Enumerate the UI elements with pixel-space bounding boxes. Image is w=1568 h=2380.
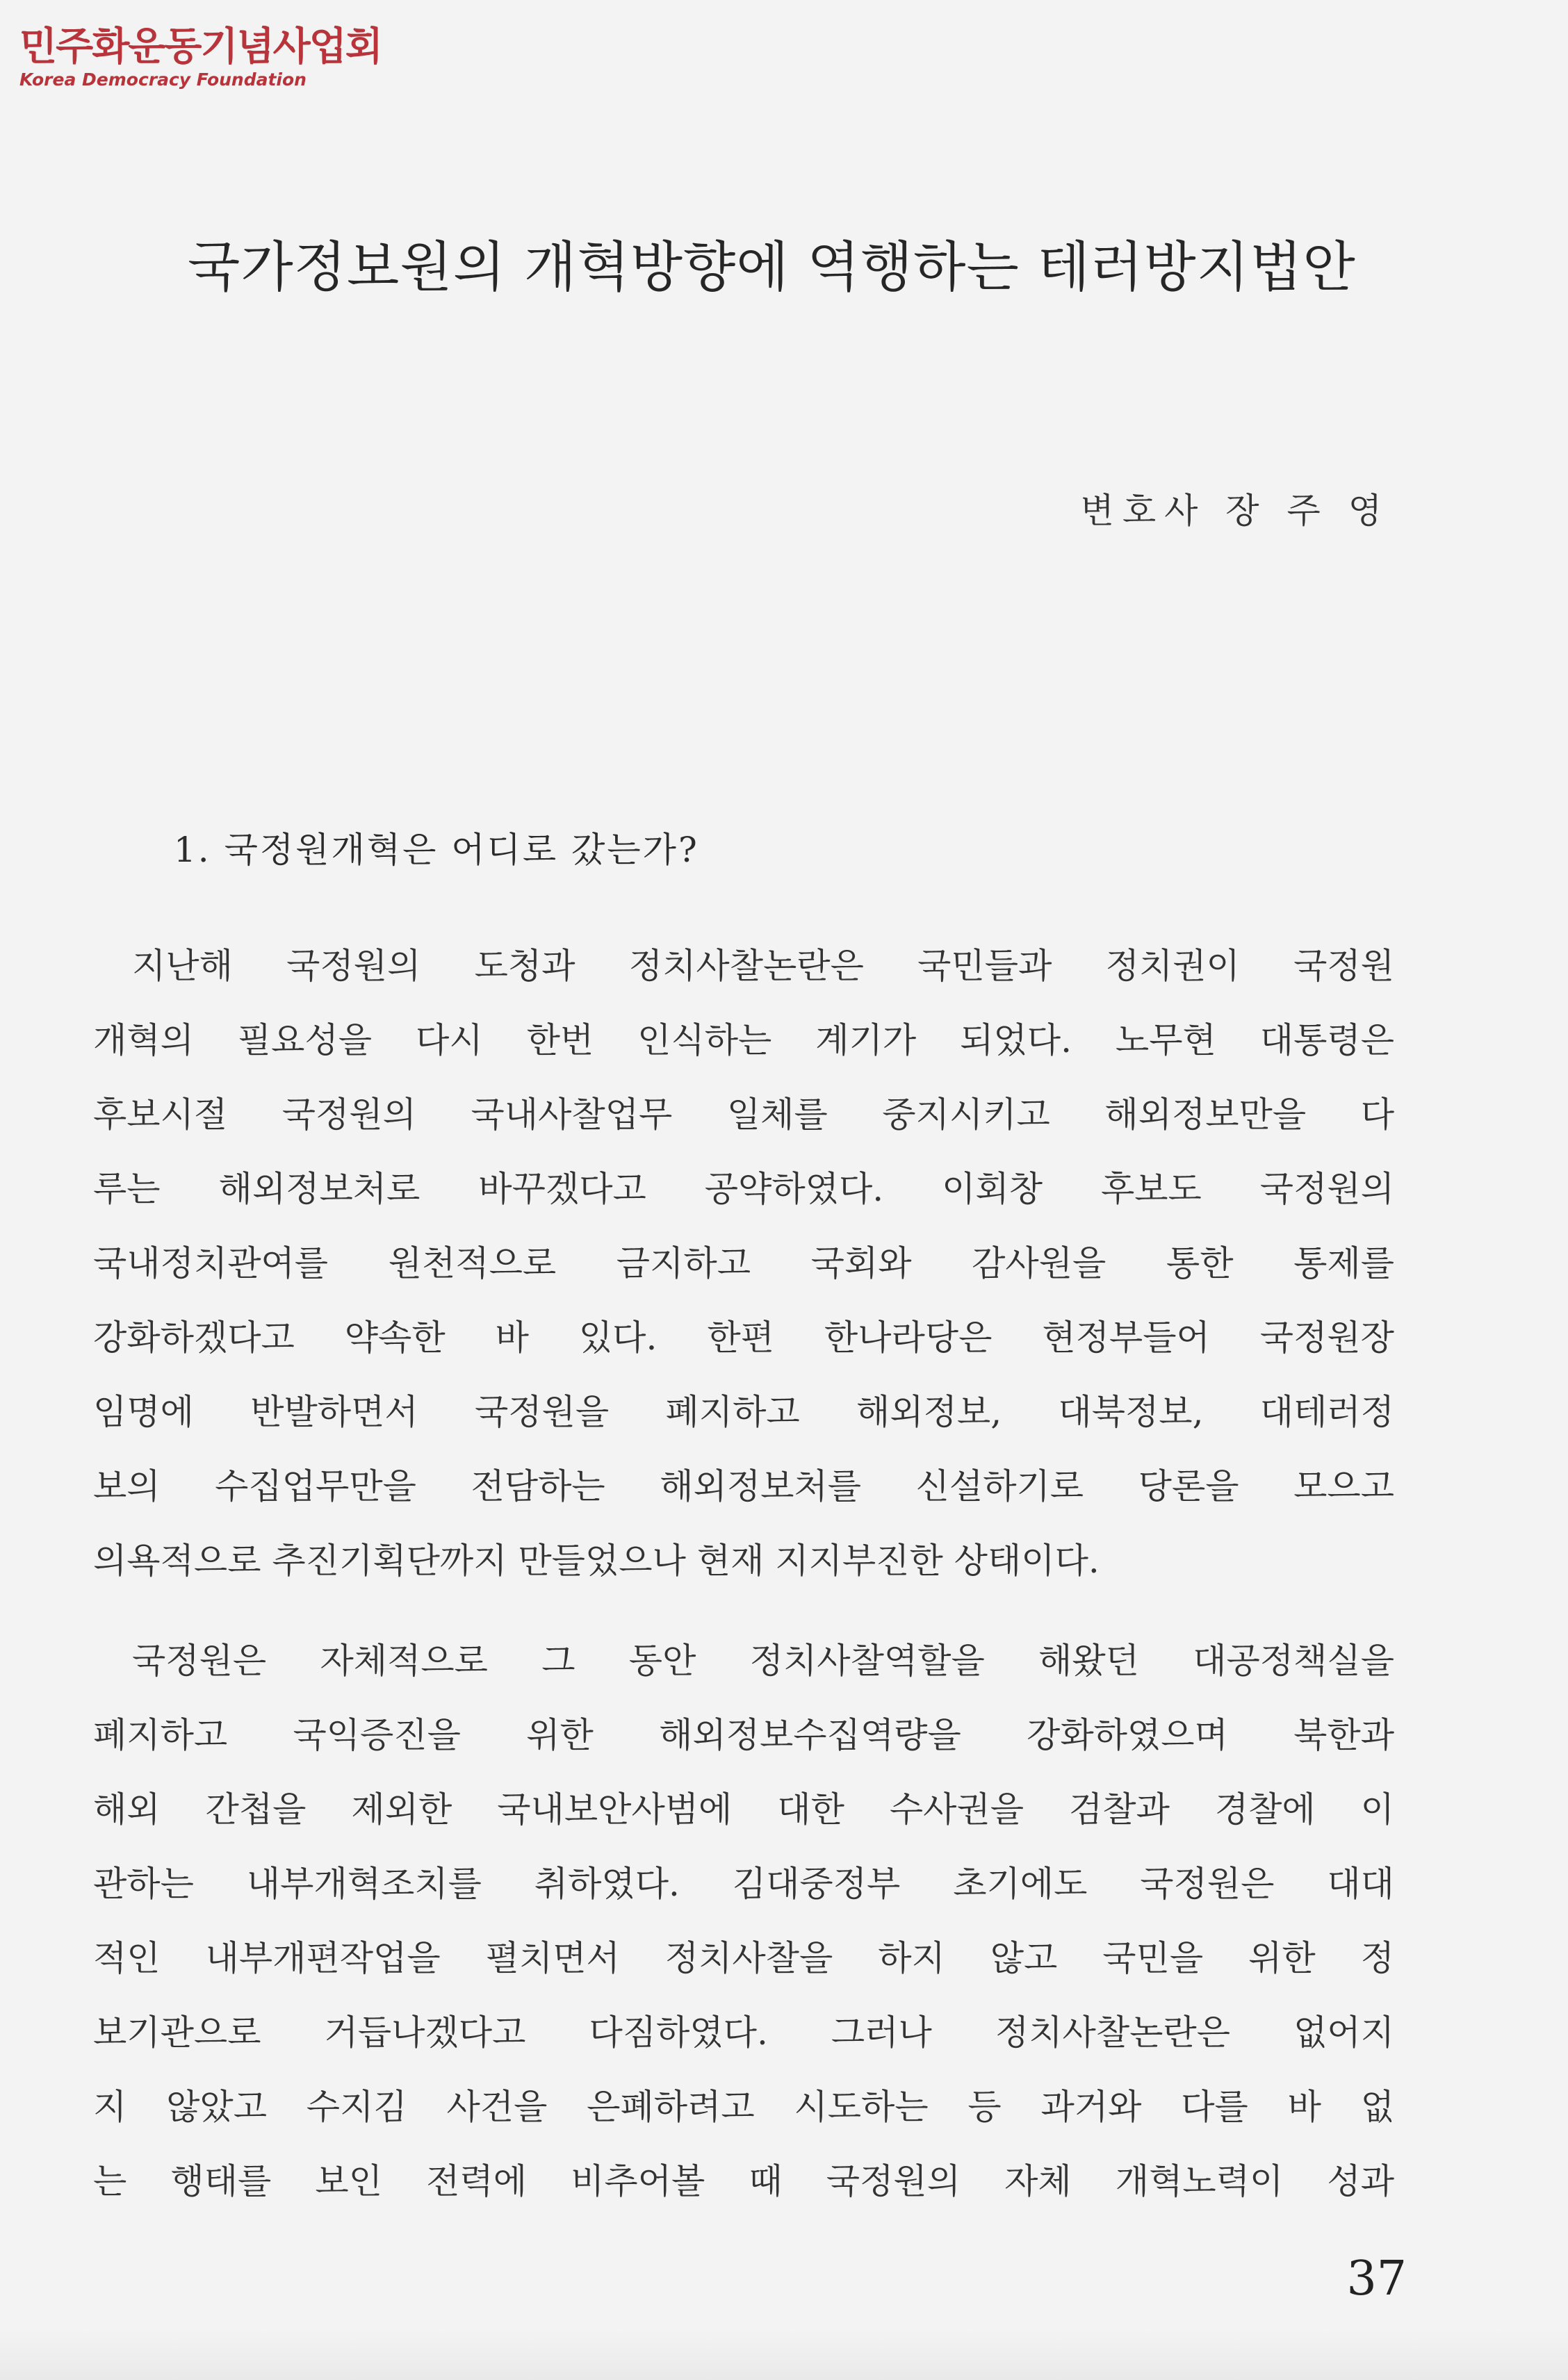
paragraph-line: 국정원은 자체적으로 그 동안 정치사찰역할을 해왔던 대공정책실을 — [132, 1641, 1394, 1681]
paragraph-line: 강화하겠다고 약속한 바 있다. 한편 한나라당은 현정부들어 국정원장 — [93, 1318, 1394, 1358]
paragraph-line: 지 않았고 수지김 사건을 은폐하려고 시도하는 등 과거와 다를 바 없 — [93, 2087, 1394, 2127]
paragraph-line: 후보시절 국정원의 국내사찰업무 일체를 중지시키고 해외정보만을 다 — [93, 1094, 1394, 1135]
paragraph-line: 의욕적으로 추진기획단까지 만들었으나 현재 지지부진한 상태이다. — [93, 1541, 1100, 1581]
paragraph-line: 임명에 반발하면서 국정원을 폐지하고 해외정보, 대북정보, 대테러정 — [93, 1392, 1394, 1432]
watermark-english: Korea Democracy Foundation — [19, 69, 307, 90]
paragraph-line: 폐지하고 국익증진을 위한 해외정보수집역량을 강화하였으며 북한과 — [93, 1715, 1394, 1755]
author-byline: 변호사 장 주 영 — [1080, 491, 1390, 531]
paragraph-line: 적인 내부개편작업을 펼치면서 정치사찰을 하지 않고 국민을 위한 정 — [93, 1938, 1394, 1978]
paragraph-line: 보기관으로 거듭나겠다고 다짐하였다. 그러나 정치사찰논란은 없어지 — [93, 2012, 1394, 2053]
page-number: 37 — [1346, 2251, 1407, 2306]
paragraph-line: 는 행태를 보인 전력에 비추어볼 때 국정원의 자체 개혁노력이 성과 — [93, 2161, 1394, 2201]
body-paragraph-2 — [93, 1624, 1394, 2219]
paragraph-line: 관하는 내부개혁조치를 취하였다. 김대중정부 초기에도 국정원은 대대 — [93, 1864, 1394, 1904]
paragraph-line: 개혁의 필요성을 다시 한번 인식하는 계기가 되었다. 노무현 대통령은 — [93, 1020, 1394, 1060]
paragraph-line: 지난해 국정원의 도청과 정치사찰논란은 국민들과 정치권이 국정원 — [132, 946, 1394, 986]
paragraph-line: 루는 해외정보처로 바꾸겠다고 공약하였다. 이회창 후보도 국정원의 — [93, 1169, 1394, 1209]
watermark-logo — [19, 24, 382, 90]
section-heading: 1. 국정원개혁은 어디로 갔는가? — [174, 830, 699, 870]
body-paragraph-1 — [93, 929, 1394, 1598]
watermark-korean: 민주화운동기념사업회 — [19, 24, 382, 69]
paragraph-line: 보의 수집업무만을 전담하는 해외정보처를 신설하기로 당론을 모으고 — [93, 1466, 1394, 1507]
scan-edge — [0, 2331, 1568, 2380]
paragraph-line: 해외 간첩을 제외한 국내보안사범에 대한 수사권을 검찰과 경찰에 이 — [93, 1789, 1394, 1830]
document-title: 국가정보원의 개혁방향에 역행하는 테러방지법안 — [188, 236, 1356, 299]
paragraph-line: 국내정치관여를 원천적으로 금지하고 국회와 감사원을 통한 통제를 — [93, 1243, 1394, 1283]
